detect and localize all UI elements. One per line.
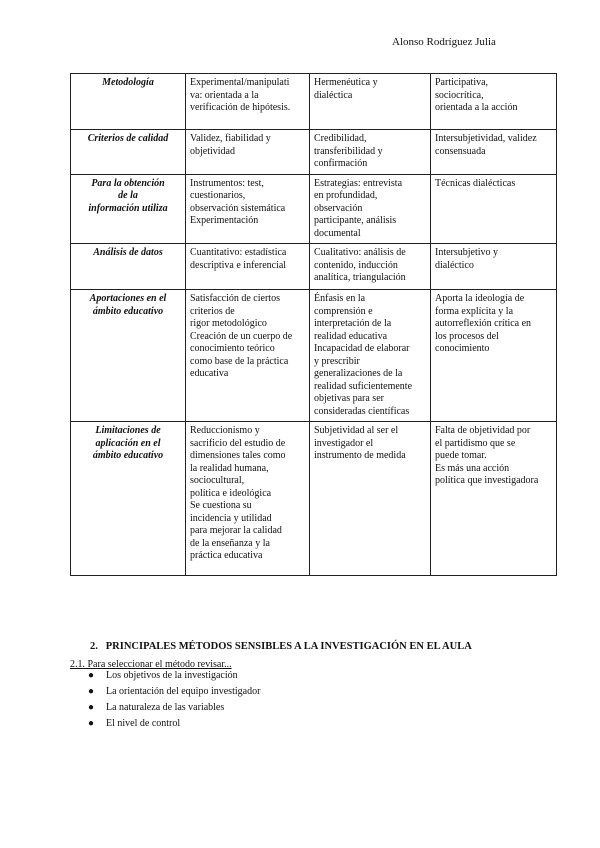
cell-line: Instrumentos: test, [190,177,264,189]
list-item [86,668,260,684]
cell-line: conocimiento teórico [190,343,275,354]
bullet-dot-icon: ● [88,718,95,729]
cell-line: de la enseñanza y la [190,537,270,549]
cell-line: política que investigadora [435,475,539,486]
cell-line: dialéctica [314,89,353,101]
list-item-text: La naturaleza de las variables [106,702,225,713]
row-label [71,174,186,244]
cell-line: criterios de [190,305,235,317]
row-label-line: aplicación en el [95,437,161,449]
cell-line: objetivas para ser [314,393,384,404]
cell-line: Reduccionismo y [190,425,260,436]
cell-line: Experimentación [190,215,259,226]
cell-line: Subjetividad al ser el [314,425,399,436]
cell-line: rigor metodológico [190,318,267,329]
cell-line: Énfasis en la [314,293,366,304]
cell-line: Cualitativo: análisis de [314,247,406,258]
cell-line: Cuantitativo: estadística [190,247,287,258]
row-label-line: Aportaciones en el [89,293,167,304]
cell-line: realidad suficientemente [314,380,413,392]
row-label-line: información utiliza [88,202,168,214]
cell-line: Técnicas dialécticas [435,177,516,189]
cell-line: Falta de objetividad por [435,425,531,436]
author-name: Alonso Rodríguez Julia [392,36,496,48]
table-cell [310,174,431,244]
cell-line: Hermenéutica y [314,77,378,88]
cell-line: va: orientada a la [190,89,259,101]
cell-line: comprensión e [314,305,373,317]
table-row [71,422,557,576]
cell-line: objetividad [190,145,235,157]
row-label [71,244,186,290]
row-label-line: Metodología [102,77,154,88]
cell-line: Aporta la ideología de [435,293,525,304]
table-cell [186,422,310,576]
row-label-line: Criterios de calidad [87,133,169,144]
cell-line: dimensiones tales como [190,450,286,461]
cell-line: Intersubjetivo y [435,247,499,258]
row-label [71,422,186,576]
subsection-heading: 2.1. Para seleccionar el método revisar... [70,659,232,670]
cell-line: en profundidad, [314,190,378,201]
list-item-text: El nivel de control [106,718,181,729]
list-item-text: Los objetivos de la investigación [106,670,238,681]
cell-line: consideradas científicas [314,405,410,417]
row-label-line: Para la obtención [91,177,165,189]
section-number: 2. [90,641,98,652]
list-item-text: La orientación del equipo investigador [106,686,261,697]
row-label [71,290,186,422]
table-row [71,290,557,422]
table-cell [431,130,557,175]
cell-line: sacrificio del estudio de [190,437,286,449]
methodology-comparison-table [70,73,557,576]
table-cell [310,244,431,290]
cell-line: Es más una acción [435,462,510,474]
cell-line: confirmación [314,158,368,169]
table-cell [310,130,431,175]
cell-line: documental [314,227,361,239]
cell-line: cuestionarios, [190,190,246,201]
cell-line: y prescribir [314,355,360,367]
row-label [71,130,186,175]
row-label-line: Análisis de datos [93,247,163,258]
cell-line: la realidad humana, [190,462,269,474]
cell-line: descriptiva e inferencial [190,259,287,271]
cell-line: Validez, fiabilidad y [190,133,271,144]
row-label-line: ámbito educativo [92,450,164,461]
table-cell [186,74,310,130]
cell-line: analítica, triangulación [314,272,406,283]
cell-line: realidad educativa [314,330,388,342]
cell-line: conocimiento [435,343,490,354]
cell-line: transferibilidad y [314,145,383,157]
section-title: PRINCIPALES MÉTODOS SENSIBLES A LA INVESTIGACIÓN EN EL AULA [105,641,472,652]
table-row [71,174,557,244]
row-label-line: Limitaciones de [95,425,161,436]
cell-line: Se cuestiona su [190,500,252,511]
list-item [86,684,260,700]
row-label [71,74,186,130]
cell-line: Estrategias: entrevista [314,177,403,189]
cell-line: sociocrítica, [435,89,484,101]
cell-line: Creación de un cuerpo de [190,330,293,342]
cell-line: consensuada [435,145,486,157]
table-cell [310,290,431,422]
cell-line: investigador el [314,437,374,449]
table-row [71,74,557,130]
cell-line: puede tomar. [435,450,487,461]
cell-line: contenido, inducción [314,259,398,271]
cell-line: generalizaciones de la [314,368,403,379]
cell-line: verificación de hipótesis. [190,102,291,113]
table-cell [431,74,557,130]
cell-line: sociocultural, [190,475,245,486]
cell-line: educativa [190,368,229,379]
bullet-dot-icon: ● [88,686,95,697]
table-cell [431,244,557,290]
cell-line: participante, análisis [314,215,397,226]
cell-line: orientada a la acción [435,102,518,113]
cell-line: autorreflexión crítica en [435,318,532,329]
cell-line: Participativa, [435,77,489,88]
list-item [86,700,260,716]
table-cell [431,290,557,422]
cell-line: observación [314,202,363,214]
cell-line: Satisfacción de ciertos [190,293,280,304]
cell-line: incidencia y utilidad [190,512,272,524]
bullet-dot-icon: ● [88,670,95,681]
cell-line: dialéctico [435,259,474,271]
table-cell [186,244,310,290]
table-cell [186,130,310,175]
table-row [71,130,557,175]
cell-line: Experimental/manipulati [190,77,290,88]
cell-line: Intersubjetividad, validez [435,133,537,144]
row-label-line: de la [118,190,138,201]
cell-line: política e ideológica [190,487,272,499]
cell-line: para mejorar la calidad [190,525,282,536]
cell-line: como base de la práctica [190,355,289,367]
table-row [71,244,557,290]
section-heading [90,641,472,652]
table-cell [186,290,310,422]
cell-line: forma explícita y la [435,305,514,317]
bullet-dot-icon: ● [88,702,95,713]
cell-line: el partidismo que se [435,437,516,449]
table-cell [186,174,310,244]
cell-line: observación sistemática [190,202,286,214]
cell-line: interpretación de la [314,318,392,329]
cell-line: práctica educativa [190,550,263,561]
bullet-list [86,668,260,732]
table-cell [310,74,431,130]
cell-line: Incapacidad de elaborar [314,343,410,354]
table-cell [431,422,557,576]
cell-line: Credibilidad, [314,133,367,144]
list-item [86,716,260,732]
cell-line: los procesos del [435,330,499,342]
table-cell [431,174,557,244]
table-cell [310,422,431,576]
row-label-line: ámbito educativo [92,305,164,317]
cell-line: instrumento de medida [314,450,406,461]
